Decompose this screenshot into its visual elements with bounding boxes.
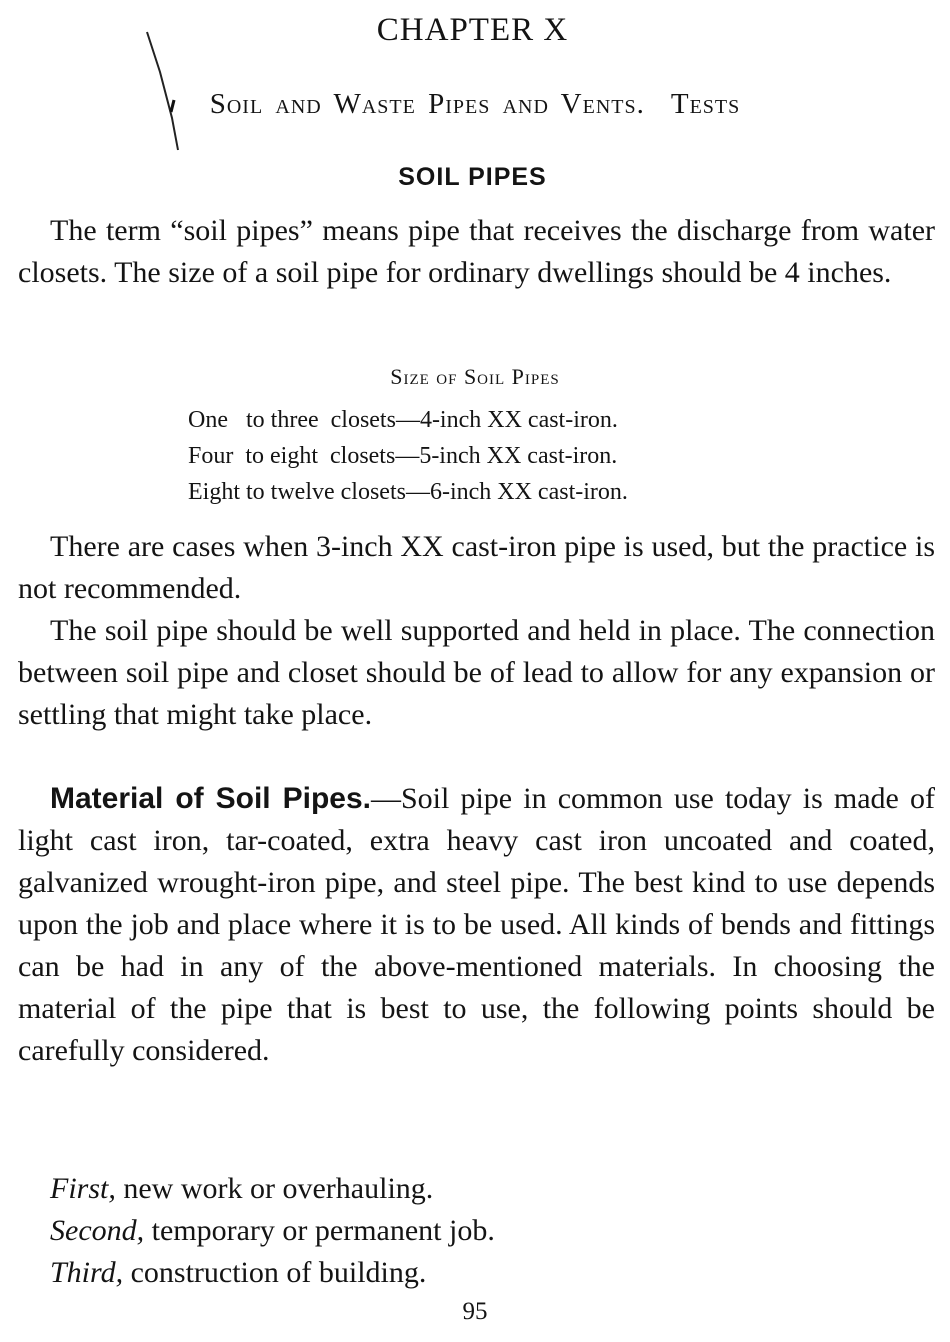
- list-ordinal: Second,: [50, 1214, 145, 1247]
- paragraph: The term “soil pipes” means pipe that receives the discharge from water closets. The size of a soil pipe for ordinary dwellings should be 4 inches.: [18, 214, 935, 289]
- list-ordinal: First,: [50, 1172, 116, 1205]
- list-text: construction of building.: [123, 1256, 427, 1289]
- list-item: [50, 1172, 433, 1206]
- list-item: [50, 1214, 495, 1248]
- subtitle-part-2: Tests: [670, 88, 741, 120]
- list-ordinal: Third,: [50, 1256, 124, 1289]
- table-row: Four to eight closets—5-inch XX cast-iron.: [188, 443, 618, 469]
- paragraph: There are cases when 3-inch XX cast-iron pipe is used, but the practice is not recommended.: [18, 530, 935, 605]
- paragraph-body: —Soil pipe in common use today is made of light cast iron, tar-coated, extra heavy cast iron uncoated and coated, galvanized wrought-iron pipe, and steel pipe. The best kind to use depends upon the job and place where it is to be used. All kinds of bends and fittings can be had in any of the above-mentioned materials. In choosing the material of the pipe that is best to use, the following points should be carefully considered.: [18, 782, 935, 1067]
- chapter-heading: CHAPTER X: [376, 12, 569, 48]
- table-row: Eight to twelve closets—6-inch XX cast-iron.: [188, 479, 628, 505]
- paragraph: The soil pipe should be well supported and held in place. The connection between soil pipe and closet should be of lead to allow for any expansion or settling that might take place.: [18, 614, 935, 731]
- table-title: Size of Soil Pipes: [390, 364, 560, 389]
- list-item: [50, 1256, 426, 1290]
- table-row: One to three closets—4-inch XX cast-iron.: [188, 407, 618, 433]
- list-text: new work or overhauling.: [115, 1172, 434, 1205]
- paragraph: [18, 778, 935, 1072]
- page-number: 95: [462, 1298, 488, 1325]
- subtitle-part-1: Soil and Waste Pipes and Vents.: [209, 88, 645, 120]
- paragraph-lead: Material of Soil Pipes.: [50, 782, 371, 815]
- list-text: temporary or permanent job.: [144, 1214, 495, 1247]
- section-heading: SOIL PIPES: [398, 163, 547, 191]
- chapter-subtitle: [0, 88, 950, 121]
- size-table: [188, 402, 628, 510]
